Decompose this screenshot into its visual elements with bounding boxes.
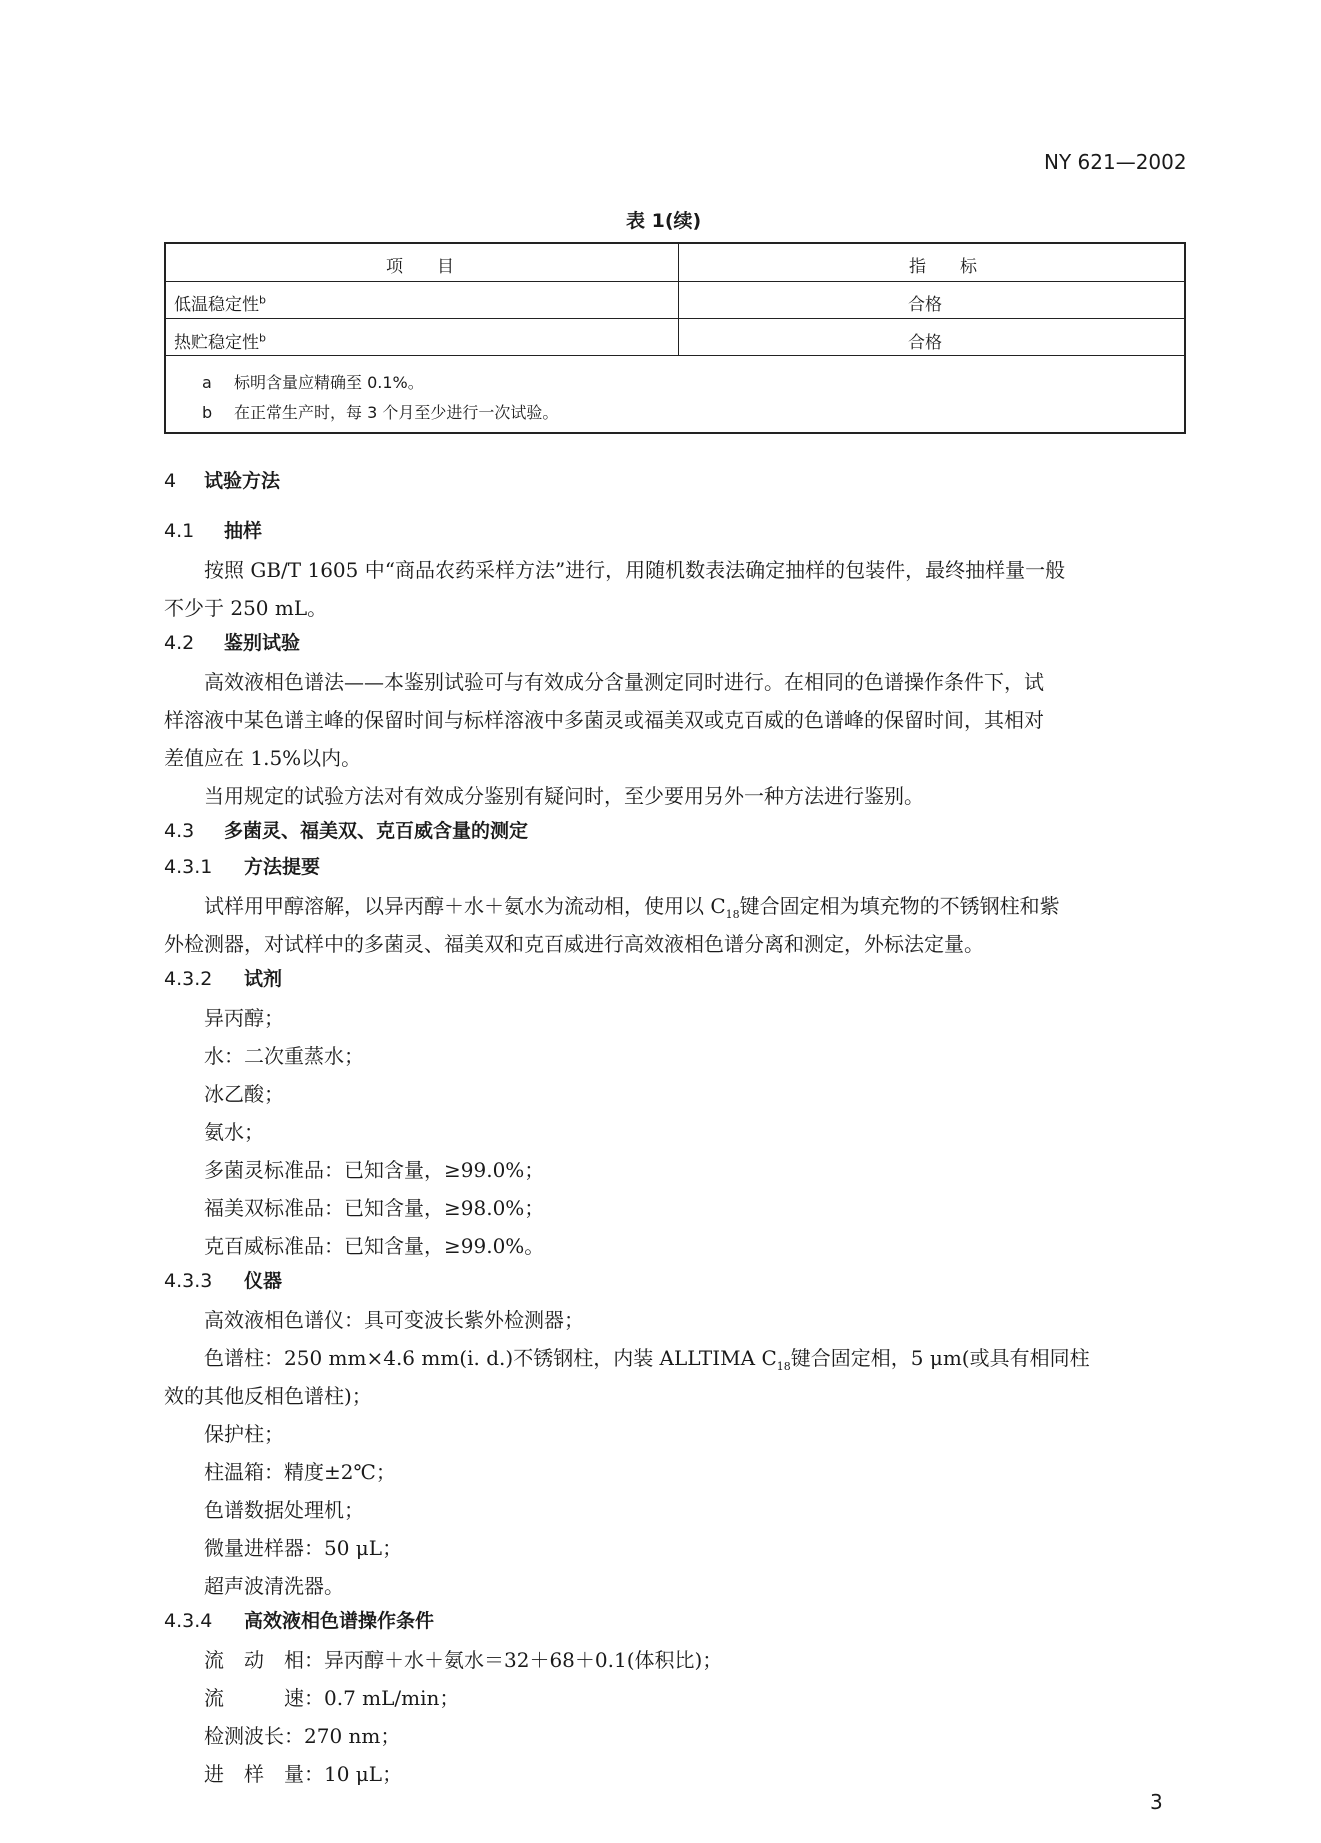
section-number: 4.2 — [164, 632, 195, 654]
footnote-mark: b — [259, 331, 266, 345]
list-item: 流 速：0.7 mL/min； — [204, 1686, 460, 1710]
text-run: 键合固定相，5 μm(或具有相同柱 — [790, 1346, 1090, 1370]
note-text: 标明含量应精确至 0.1%。 — [234, 373, 424, 392]
section-number: 4.3 — [164, 820, 195, 842]
section-title: 试验方法 — [204, 470, 281, 492]
list-item — [204, 1342, 1090, 1373]
list-item: 保护柱； — [204, 1422, 284, 1446]
subscript: 18 — [776, 1360, 791, 1373]
section-number: 4.3.4 — [164, 1610, 213, 1632]
note-text: 在正常生产时，每 3 个月至少进行一次试验。 — [234, 403, 559, 422]
section-title: 仪器 — [244, 1270, 283, 1292]
list-item: 克百威标准品：已知含量，≥99.0%。 — [204, 1234, 545, 1258]
column-header-item: 项 目 — [386, 257, 454, 277]
section-heading — [164, 816, 528, 843]
text-run: 键合固定相为填充物的不锈钢柱和紫 — [739, 894, 1060, 918]
section-title: 试剂 — [244, 968, 283, 990]
standard-number: NY 621—2002 — [1044, 150, 1187, 174]
row-item-label: 热贮稳定性 — [174, 333, 259, 353]
subscript: 18 — [725, 908, 740, 921]
list-item: 高效液相色谱仪：具可变波长紫外检测器； — [204, 1308, 584, 1332]
table-row-value: 合格 — [908, 295, 942, 315]
section-number: 4.1 — [164, 520, 195, 542]
list-item: 福美双标准品：已知含量，≥98.0%； — [204, 1196, 545, 1220]
table-row-item — [174, 328, 266, 353]
list-item: 流 动 相：异丙醇＋水＋氨水＝32＋68＋0.1(体积比)； — [204, 1648, 723, 1672]
list-item: 微量进样器：50 μL； — [204, 1536, 403, 1560]
list-item: 柱温箱：精度±2℃； — [204, 1460, 396, 1484]
paragraph-line: 差值应在 1.5%以内。 — [164, 746, 362, 770]
paragraph-line: 外检测器，对试样中的多菌灵、福美双和克百威进行高效液相色谱分离和测定，外标法定量。 — [164, 932, 984, 956]
list-item: 效的其他反相色谱柱)； — [164, 1384, 372, 1408]
section-title: 抽样 — [224, 520, 263, 542]
note-mark: b — [202, 403, 213, 422]
table-note — [202, 370, 424, 393]
paragraph-line: 高效液相色谱法——本鉴别试验可与有效成分含量测定同时进行。在相同的色谱操作条件下，试 — [204, 670, 1044, 694]
text-run: 色谱柱：250 mm×4.6 mm(i. d.)不锈钢柱，内装 ALLTIMA C — [204, 1346, 777, 1370]
list-item: 检测波长：270 nm； — [204, 1724, 401, 1748]
list-item: 多菌灵标准品：已知含量，≥99.0%； — [204, 1158, 545, 1182]
paragraph-line: 按照 GB/T 1605 中“商品农药采样方法”进行，用随机数表法确定抽样的包装件，最终抽样量一般 — [204, 558, 1066, 582]
section-number: 4.3.1 — [164, 856, 213, 878]
page-number: 3 — [1150, 1790, 1163, 1814]
section-title: 高效液相色谱操作条件 — [244, 1610, 435, 1632]
table-caption: 表 1(续) — [626, 210, 702, 232]
section-heading — [164, 628, 300, 655]
note-mark: a — [202, 373, 212, 392]
row-item-label: 低温稳定性 — [174, 295, 259, 315]
section-title: 多菌灵、福美双、克百威含量的测定 — [224, 820, 529, 842]
paragraph-line: 不少于 250 mL。 — [164, 596, 328, 620]
section-title: 方法提要 — [244, 856, 321, 878]
column-header-index: 指 标 — [909, 257, 977, 277]
section-number: 4 — [164, 470, 177, 492]
paragraph-line: 样溶液中某色谱主峰的保留时间与标样溶液中多菌灵或福美双或克百威的色谱峰的保留时间，其相对 — [164, 708, 1044, 732]
list-item: 冰乙酸； — [204, 1082, 284, 1106]
list-item: 进 样 量：10 μL； — [204, 1762, 403, 1786]
spec-table — [164, 242, 1186, 434]
footnote-mark: b — [259, 293, 266, 307]
list-item: 超声波清洗器。 — [204, 1574, 344, 1598]
section-heading — [164, 1266, 282, 1293]
list-item: 异丙醇； — [204, 1006, 284, 1030]
list-item: 色谱数据处理机； — [204, 1498, 364, 1522]
table-row-item — [174, 290, 266, 315]
section-number: 4.3.2 — [164, 968, 213, 990]
section-heading — [164, 964, 282, 991]
paragraph-line: 当用规定的试验方法对有效成分鉴别有疑问时，至少要用另外一种方法进行鉴别。 — [204, 784, 924, 808]
section-heading — [164, 1606, 434, 1633]
paragraph-line — [204, 890, 1060, 921]
section-heading — [164, 466, 280, 493]
list-item: 水：二次重蒸水； — [204, 1044, 364, 1068]
table-row-value: 合格 — [908, 333, 942, 353]
list-item: 氨水； — [204, 1120, 264, 1144]
section-number: 4.3.3 — [164, 1270, 213, 1292]
section-heading — [164, 852, 320, 879]
section-heading — [164, 516, 262, 543]
table-note — [202, 400, 558, 423]
section-title: 鉴别试验 — [224, 632, 301, 654]
text-run: 试样用甲醇溶解，以异丙醇＋水＋氨水为流动相，使用以 C — [204, 894, 726, 918]
